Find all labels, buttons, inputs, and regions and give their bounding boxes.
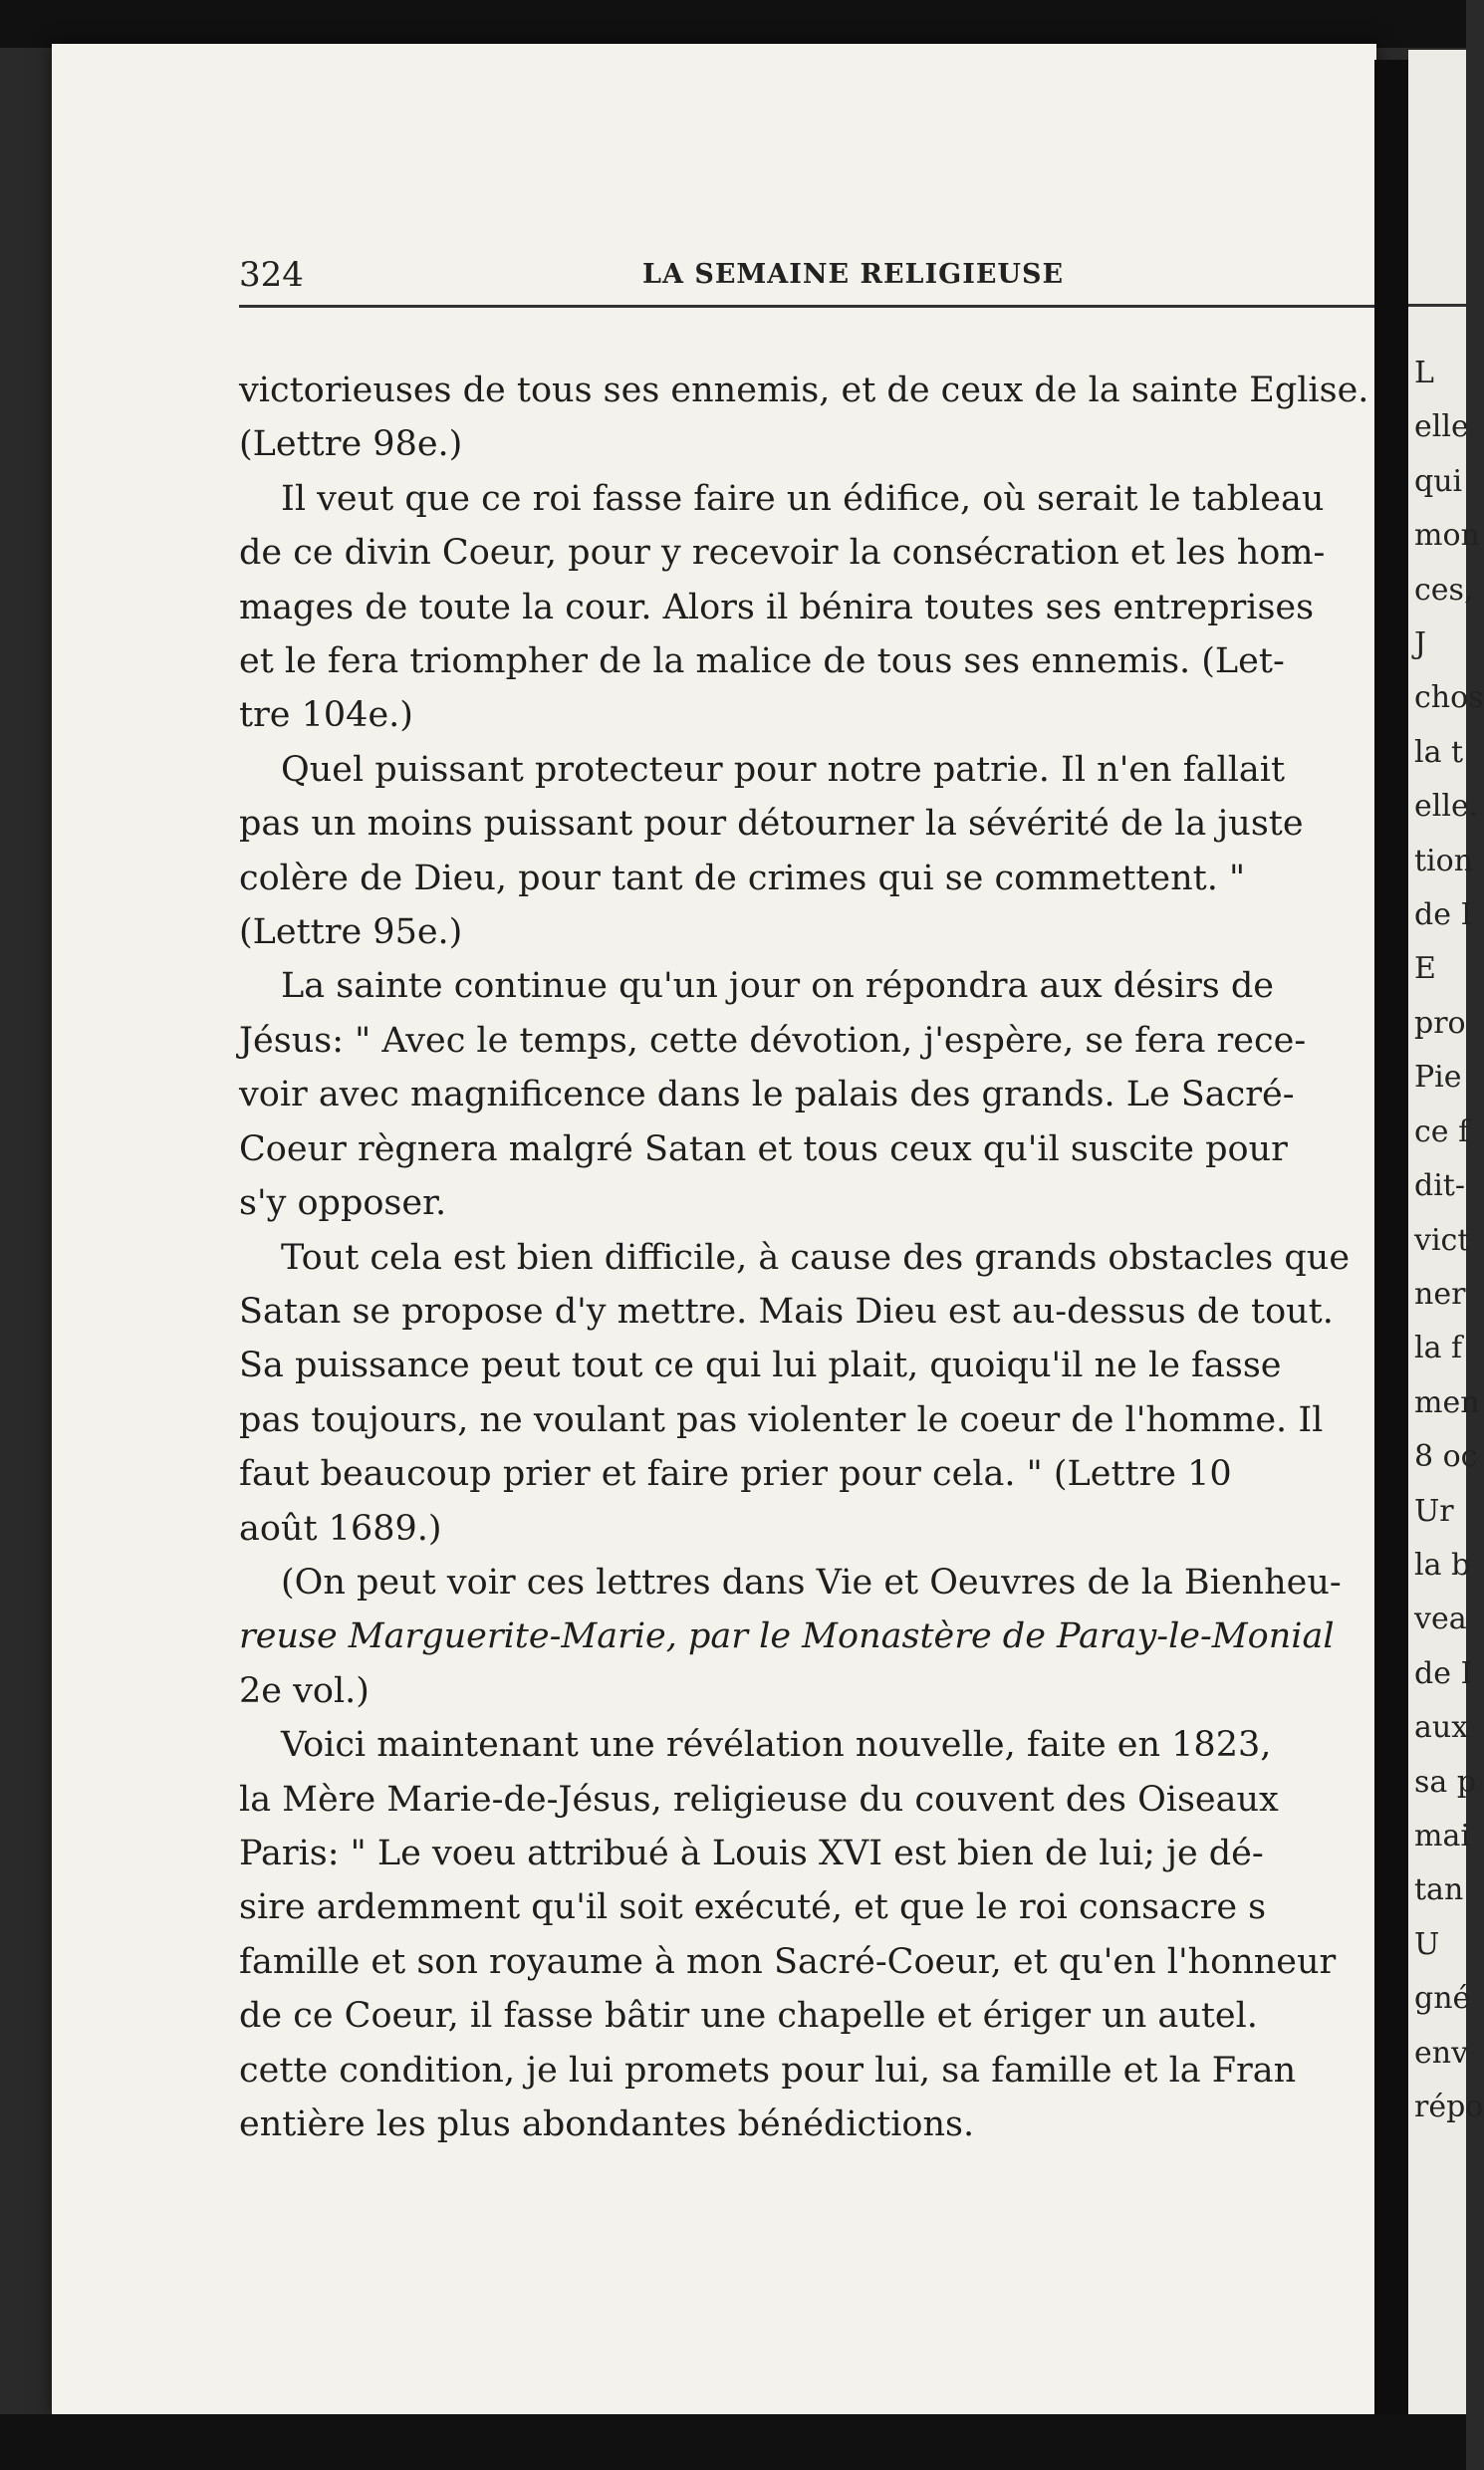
text-line: reuse Marguerite-Marie, par le Monastère de Paray-le-Monial bbox=[239, 1616, 1335, 1657]
text-line: 2e vol.) bbox=[239, 1670, 370, 1711]
header-rule bbox=[239, 305, 1374, 308]
running-title: LA SEMAINE RELIGIEUSE bbox=[642, 259, 1065, 290]
next-page-fragment: la b bbox=[1414, 1547, 1471, 1583]
text-line: de ce Coeur, il fasse bâtir une chapelle et ériger un autel. bbox=[239, 1996, 1258, 2037]
next-page-fragment: J bbox=[1414, 626, 1427, 662]
text-line: Il veut que ce roi fasse faire un édifice, où serait le tableau bbox=[281, 478, 1325, 519]
text-line: pas toujours, ne voulant pas violenter le coeur de l'homme. Il bbox=[239, 1399, 1324, 1440]
text-line: août 1689.) bbox=[239, 1508, 442, 1549]
next-page-fragment: pro bbox=[1414, 1005, 1466, 1041]
next-page-fragment: tan bbox=[1414, 1872, 1464, 1908]
next-page-fragment: la t bbox=[1414, 734, 1464, 770]
text-line: cette condition, je lui promets pour lui, sa famille et la Fran bbox=[239, 2050, 1297, 2091]
next-page-fragment: 8 oc bbox=[1414, 1439, 1478, 1475]
page-header bbox=[239, 239, 1355, 299]
text-line: Jésus: " Avec le temps, cette dévotion, j'espère, se fera rece- bbox=[239, 1020, 1307, 1061]
next-page-fragment: sa p bbox=[1414, 1764, 1477, 1800]
next-page-fragment: Pie bbox=[1414, 1060, 1462, 1096]
next-page-fragment: dit- bbox=[1414, 1168, 1465, 1204]
text-line: la Mère Marie-de-Jésus, religieuse du couvent des Oiseaux bbox=[239, 1779, 1279, 1820]
next-page-fragment: aux bbox=[1414, 1710, 1469, 1746]
next-page-fragment: elle bbox=[1414, 409, 1469, 445]
next-page-edge bbox=[1408, 50, 1484, 2420]
next-page-fragment: chos bbox=[1414, 680, 1484, 716]
text-line: colère de Dieu, pour tant de crimes qui se commettent. " bbox=[239, 858, 1246, 898]
next-page-fragment: men bbox=[1414, 1384, 1480, 1420]
next-page-fragment: L bbox=[1414, 356, 1434, 390]
text-line: Paris: " Le voeu attribué à Louis XVI est bien de lui; je dé- bbox=[239, 1833, 1264, 1873]
text-line: Voici maintenant une révélation nouvelle, faite en 1823, bbox=[281, 1725, 1272, 1766]
next-page-fragment: répo bbox=[1414, 2090, 1484, 2124]
text-line: pas un moins puissant pour détourner la sévérité de la juste bbox=[239, 804, 1304, 845]
next-page-fragment: ce f bbox=[1414, 1113, 1470, 1149]
scan-top-border bbox=[0, 0, 1466, 48]
next-page-fragment: mai bbox=[1414, 1818, 1470, 1853]
next-page-fragment: gné bbox=[1414, 1981, 1471, 2017]
next-page-fragment: tion bbox=[1414, 843, 1474, 878]
book-gutter bbox=[1374, 60, 1408, 2440]
text-line: (Lettre 98e.) bbox=[239, 424, 463, 465]
text-line: Sa puissance peut tout ce qui lui plait, quoiqu'il ne le fasse bbox=[239, 1346, 1282, 1386]
next-page-fragment: env bbox=[1414, 2035, 1469, 2071]
next-page-fragment: vict bbox=[1414, 1222, 1470, 1258]
text-line: sire ardemment qu'il soit exécuté, et que le roi consacre s bbox=[239, 1887, 1267, 1928]
text-line: voir avec magnificence dans le palais des grands. Le Sacré- bbox=[239, 1075, 1295, 1115]
text-line: tre 104e.) bbox=[239, 695, 413, 736]
next-page-fragment: ces, bbox=[1414, 572, 1474, 608]
text-line: La sainte continue qu'un jour on répondra aux désirs de bbox=[281, 966, 1275, 1007]
next-page-fragment: qui bbox=[1414, 463, 1463, 499]
text-line: de ce divin Coeur, pour y recevoir la consécration et les hom- bbox=[239, 533, 1326, 574]
text-line: Coeur règnera malgré Satan et tous ceux qu'il suscite pour bbox=[239, 1128, 1288, 1169]
text-line: Satan se propose d'y mettre. Mais Dieu est au-dessus de tout. bbox=[239, 1291, 1334, 1332]
text-line: entière les plus abondantes bénédictions. bbox=[239, 2104, 975, 2144]
next-page-text bbox=[1414, 347, 1484, 2134]
next-page-fragment: elle. bbox=[1414, 789, 1479, 825]
body-text bbox=[239, 364, 1374, 2151]
text-line: mages de toute la cour. Alors il bénira toutes ses entreprises bbox=[239, 587, 1315, 627]
next-page-fragment: de I bbox=[1414, 897, 1473, 933]
next-page-fragment: E bbox=[1414, 951, 1436, 987]
next-page-fragment: ner bbox=[1414, 1276, 1466, 1312]
next-page-fragment: de I bbox=[1414, 1655, 1473, 1691]
text-line: (On peut voir ces lettres dans Vie et Oeuvres de la Bienheu- bbox=[281, 1562, 1342, 1603]
next-page-fragment: mon bbox=[1414, 518, 1480, 554]
text-line: famille et son royaume à mon Sacré-Coeur, et qu'en l'honneur bbox=[239, 1941, 1337, 1982]
page-number: 324 bbox=[239, 255, 304, 295]
text-line: (Lettre 95e.) bbox=[239, 912, 463, 953]
text-line: s'y opposer. bbox=[239, 1183, 447, 1224]
text-line: faut beaucoup prier et faire prier pour cela. " (Lettre 10 bbox=[239, 1454, 1232, 1495]
next-page-rule bbox=[1408, 304, 1466, 307]
next-page-fragment: la f bbox=[1414, 1331, 1463, 1366]
text-line: Tout cela est bien difficile, à cause des grands obstacles que bbox=[281, 1237, 1351, 1278]
next-page-fragment: vea bbox=[1414, 1602, 1467, 1637]
text-line: victorieuses de tous ses ennemis, et de ceux de la sainte Eglise. bbox=[239, 370, 1369, 410]
next-page-fragment: U bbox=[1414, 1926, 1440, 1962]
text-line: et le fera triompher de la malice de tous ses ennemis. (Let- bbox=[239, 641, 1285, 682]
scan-bottom-border bbox=[0, 2414, 1466, 2470]
text-line: Quel puissant protecteur pour notre patrie. Il n'en fallait bbox=[281, 749, 1286, 790]
next-page-fragment: Ur bbox=[1414, 1493, 1454, 1529]
